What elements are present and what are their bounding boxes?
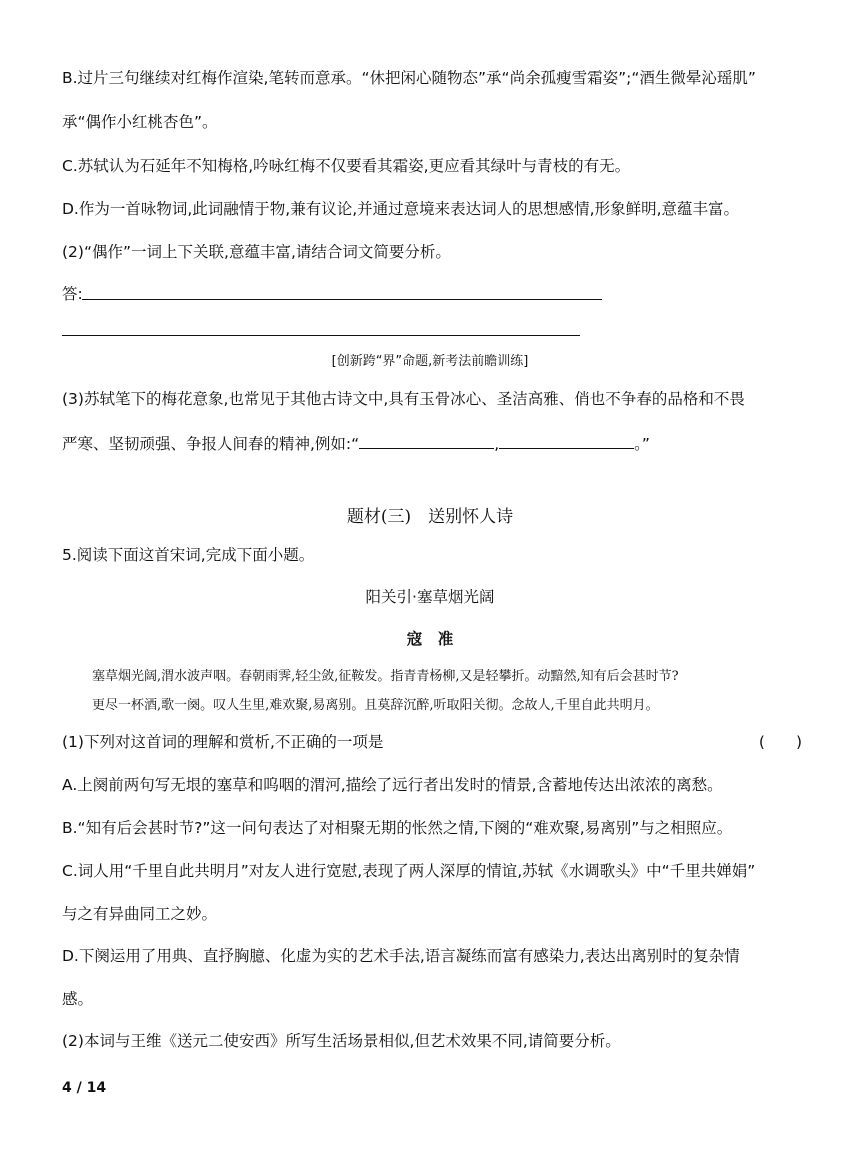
question-3-prefix: 严寒、坚韧顽强、争报人间春的精神,例如:“: [62, 435, 360, 453]
question-3-line-2: [62, 432, 650, 454]
question-3-separator: ,: [494, 435, 500, 453]
option-b-line-1: B.过片三句继续对红梅作渲染,笔转而意承。“休把闲心随物态”承“尚余孤瘦雪霜姿”;“酒生微晕沁瑶肌”: [62, 69, 756, 87]
q5-option-b: B.“知有后会甚时节?”这一问句表达了对相聚无期的怅然之情,下阕的“难欢聚,易离别”与之相照应。: [62, 819, 733, 837]
question-3-end: 。”: [634, 435, 650, 453]
poem-line-1: 塞草烟光阔,渭水波声咽。春朝雨霁,轻尘敛,征鞍发。指青青杨柳,又是轻攀折。动黯然,知有后会甚时节?: [92, 669, 679, 684]
answer-label: 答:: [62, 285, 83, 303]
question-2: (2)“偶作”一词上下关联,意蕴丰富,请结合词文简要分析。: [62, 243, 451, 261]
section-title: 题材(三) 送别怀人诗: [346, 507, 514, 527]
option-d: D.作为一首咏物词,此词融情于物,兼有议论,并通过意境来表达词人的思想感情,形象鲜明,意蕴丰富。: [62, 200, 740, 218]
page-number: 4 / 14: [62, 1080, 107, 1096]
q5-option-d-line-2: 感。: [62, 990, 94, 1008]
poem-title: 阳关引·塞草烟光阔: [365, 588, 495, 606]
answer-line-1: [82, 299, 602, 300]
answer-line-2: [62, 335, 580, 336]
q5-option-a: A.上阕前两句写无垠的塞草和呜咽的渭河,描绘了远行者出发时的情景,含蓄地传达出浓浓的离愁。: [62, 776, 723, 794]
option-b-line-2: 承“偶作小红桃杏色”。: [62, 113, 218, 131]
q5-option-c-line-1: C.词人用“千里自此共明月”对友人进行宽慰,表现了两人深厚的情谊,苏轼《水调歌头》中“千里共婵娟”: [62, 862, 756, 880]
q5-option-c-line-2: 与之有异曲同工之妙。: [62, 905, 218, 923]
poem-line-2: 更尽一杯酒,歌一阕。叹人生里,难欢聚,易离别。且莫辞沉醉,听取阳关彻。念故人,千里自此共明月。: [92, 698, 659, 713]
blank-1: [359, 434, 494, 449]
q5-intro: 5.阅读下面这首宋词,完成下面小题。: [62, 546, 315, 564]
q5-sub-1: (1)下列对这首词的理解和赏析,不正确的一项是: [62, 733, 384, 751]
option-c: C.苏轼认为石延年不知梅格,吟咏红梅不仅要看其霜姿,更应看其绿叶与青枝的有无。: [62, 157, 631, 175]
answer-paren: ( ): [758, 733, 802, 751]
blank-2: [499, 434, 634, 449]
question-3-line-1: (3)苏轼笔下的梅花意象,也常见于其他古诗文中,具有玉骨冰心、圣洁高雅、俏也不争春的品格和不畏: [62, 390, 745, 408]
q5-option-d-line-1: D.下阕运用了用典、直抒胸臆、化虚为实的艺术手法,语言凝练而富有感染力,表达出离别时的复杂情: [62, 947, 740, 965]
poem-author: 寇 准: [406, 630, 454, 648]
q5-sub-2: (2)本词与王维《送元二使安西》所写生活场景相似,但艺术效果不同,请简要分析。: [62, 1032, 621, 1050]
section-tag: [创新跨“界”命题,新考法前瞻训练]: [331, 354, 529, 369]
